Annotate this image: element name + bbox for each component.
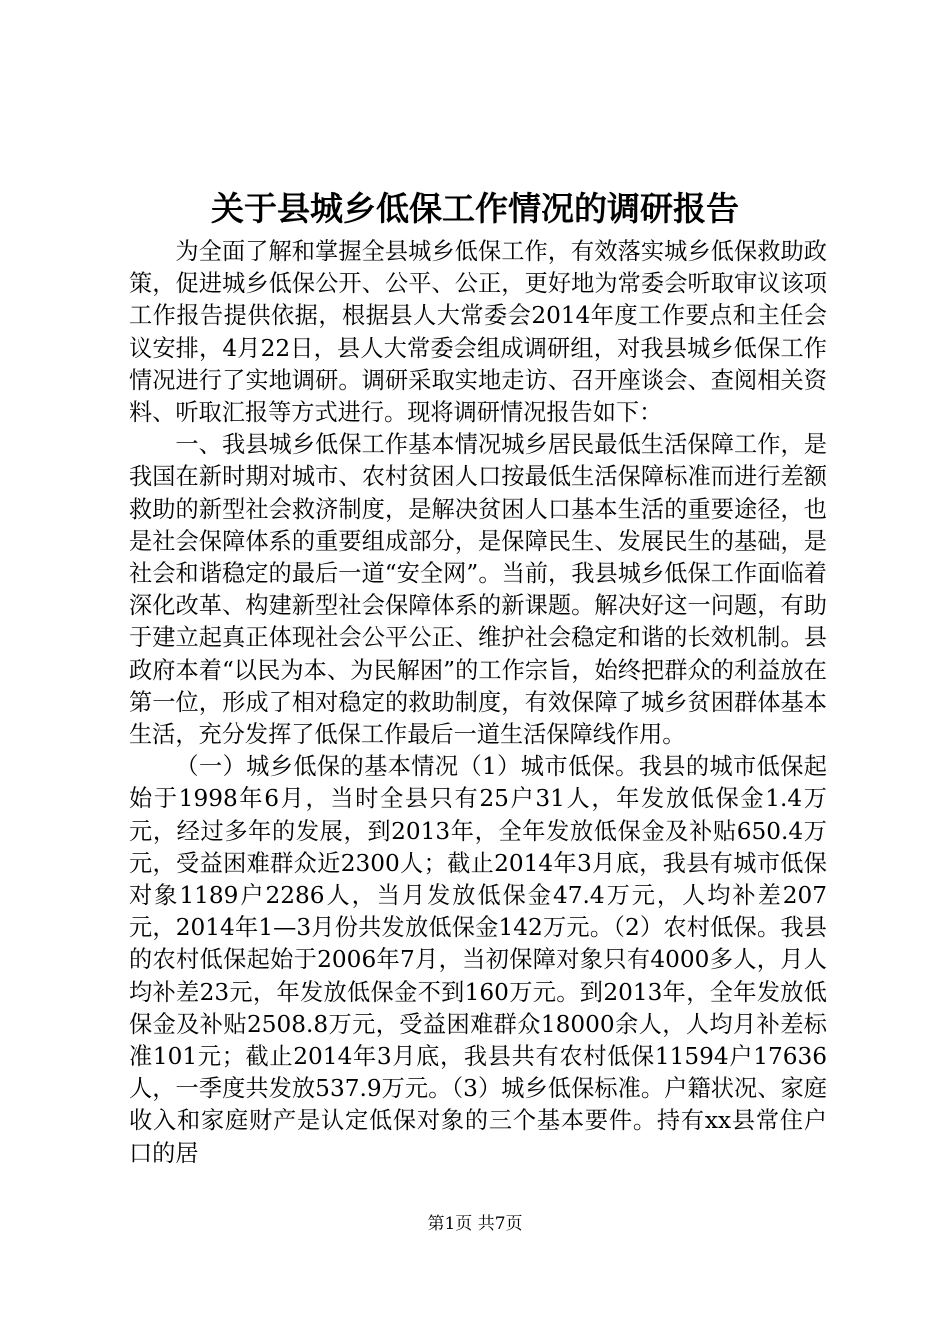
paragraph-section-one: 一、我县城乡低保工作基本情况城乡居民最低生活保障工作，是我国在新时期对城市、农村贫困人口按最低生活保障标准而进行差额救助的新型社会救济制度，是解决贫困人口基本生活的重要途径，也是社会保障体系的重要组成部分，是保障民生、发展民生的基础，是社会和谐稳定的最后一道“安全网”。当前，我县城乡低保工作面临着深化改革、构建新型社会保障体系的新课题。解决好这一问题，有助于建立起真正体现社会公平公正、维护社会稳定和谐的长效机制。县政府本着“以民为本、为民解困”的工作宗旨，始终把群众的利益放在第一位，形成了相对稳定的救助制度，有效保障了城乡贫困群体基本生活，充分发挥了低保工作最后一道生活保障线作用。 [129,431,827,749]
paragraph-basic-situation: （一）城乡低保的基本情况（1）城市低保。我县的城市低保起始于1998年6月，当时全县只有25户31人，年发放低保金1.4万元，经过多年的发展，到2013年，全年发放低保金及补贴650.4万元，受益困难群众近2300人；截止2014年3月底，我县有城市低保对象1189户2286人，当月发放低保金47.4万元，人均补差207元，2014年1—3月份共发放低保金142万元。（2）农村低保。我县的农村低保起始于2006年7月，当初保障对象只有4000多人，月人均补差23元，年发放低保金不到160万元。到2013年，全年发放低保金及补贴2508.8万元，受益困难群众18000余人，人均月补差标准101元；截止2014年3月底，我县共有农村低保11594户17636人，一季度共发放537.9万元。（3）城乡低保标准。户籍状况、家庭收入和家庭财产是认定低保对象的三个基本要件。持有xx县常住户口的居 [129,753,827,1167]
document-title: 关于县城乡低保工作情况的调研报告 [211,189,739,228]
paragraph-intro: 为全面了解和掌握全县城乡低保工作，有效落实城乡低保救助政策，促进城乡低保公开、公平、公正，更好地为常委会听取审议该项工作报告提供依据，根据县人大常委会2014年度工作要点和主任会议安排，4月22日，县人大常委会组成调研组，对我县城乡低保工作情况进行了实地调研。调研采取实地走访、召开座谈会、查阅相关资料、听取汇报等方式进行。现将调研情况报告如下： [129,238,827,427]
page-number-footer: 第1页 共7页 [427,1214,523,1234]
document-body [129,236,827,1170]
